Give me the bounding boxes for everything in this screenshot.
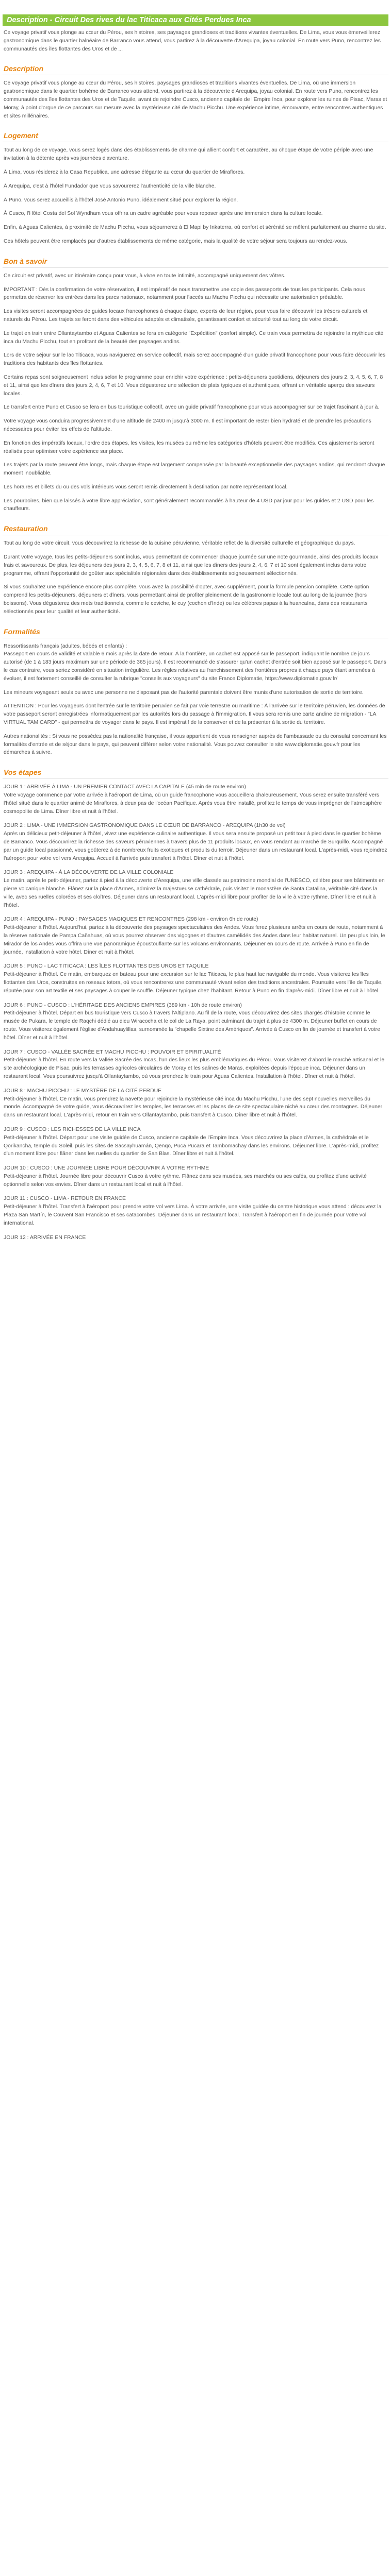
itinerary-day [4, 1126, 387, 1158]
day-title: JOUR 9 : CUSCO : LES RICHESSES DE LA VILLE INCA [4, 1126, 141, 1132]
itinerary-day [4, 1164, 387, 1189]
day-description: Le matin, après le petit-déjeuner, partez à pied à la découverte d'Arequipa, une ville classée au patrimoine mondial de l'UNESCO, célèbre pour ses bâtiments en pierre volcanique blanche. Flânez sur la place d'Armes, admirez la majestueuse cathédrale, puis visitez le monastère de Santa Catalina, véritable cité dans la ville, avec ses ruelles colorées et ses cloîtres. Déjeuner dans un restaurant local. L'après-midi libre pour profiter de la ville à votre rythme. Dîner libre et nuit à l'hôtel. [4, 878, 385, 908]
section-formalites [3, 626, 388, 757]
day-description: Petit-déjeuner à l'hôtel. Ce matin, embarquez en bateau pour une excursion sur le lac Titicaca, le plus haut lac navigable du monde. Vous visiterez les îles flottantes des Uros, construites en roseaux totora, où vous rencontrerez une communauté vivant selon des traditions ancestrales. Poursuite vers l'île de Taquile, réputée pour son art textile et ses paysages à couper le souffle. Déjeuner typique chez l'habitant. Retour à Puno en fin d'après-midi. Dîner libre et nuit à l'hôtel. [4, 972, 383, 994]
paragraph: À Cusco, l'Hôtel Costa del Sol Wyndham vous offrira un cadre agréable pour vous reposer après une immersion dans la culture locale. [4, 211, 323, 217]
section-title: Formalités [4, 627, 40, 636]
paragraph: En fonction des impératifs locaux, l'ordre des étapes, les visites, les musées ou même les catégories d'hôtels peuvent être modifiés. Ces ajustements seront réalisés pour optimiser votre expérience sur place. [4, 440, 374, 454]
itinerary-day [4, 869, 387, 909]
paragraph: ATTENTION : Pour les voyageurs dont l'entrée sur le territoire peruvien se fait par voie terrestre ou maritime : À l'arrivée sur le territoire péruvien, les données de votre passeport seront enregistrées informatiquement par les autorités lors du passage à l'immigration. Il vous sera remis une carte andine de migration - "LA VIRTUAL TAM CARD" - qui permettra de voyager dans le pays. Il est impératif de la conserver et de la présenter à la sortie du territoire. [4, 703, 385, 726]
section-divider [3, 267, 388, 268]
paragraph: Enfin, à Aguas Calientes, à proximité de Machu Picchu, vous séjournerez à El Mapi by Inkaterra, où confort et sérénité se mêlent parfaitement au charme du site. [4, 225, 386, 231]
day-title: JOUR 3 : AREQUIPA - À LA DÉCOUVERTE DE LA VILLE COLONIALE [4, 870, 174, 876]
page [3, 0, 388, 1242]
paragraph: Les horaires et billets du ou des vols intérieurs vous seront remis directement à destination par notre représentant local. [4, 484, 288, 490]
paragraph: Votre voyage vous conduira progressivement d'une altitude de 2400 m jusqu'à 3000 m. Il est important de rester bien hydraté et de prendre les précautions nécessaires pour éviter les effets de l'altitude. [4, 418, 371, 432]
day-title: JOUR 5 : PUNO - LAC TITICACA : LES ÎLES FLOTTANTES DES UROS ET TAQUILE [4, 963, 209, 970]
day-description: Petit-déjeuner à l'hôtel. Transfert à l'aéroport pour prendre votre vol vers Lima. À votre arrivée, une visite guidée du centre historique vous attend : découvrez la Plaza San Martín, le Couvent San Francisco et ses catacombes. Déjeuner dans un restaurant local. Transfert à l'aéroport en fin de journée pour votre vol international. [4, 1204, 382, 1226]
paragraph: Ces hôtels peuvent être remplacés par d'autres établissements de même catégorie, mais la qualité de votre séjour sera toujours au rendez-vous. [4, 238, 348, 244]
paragraph: Tout au long de votre circuit, vous découvrirez la richesse de la cuisine péruvienne, véritable reflet de la diversité culturelle et géographique du pays. [4, 540, 355, 547]
day-title: JOUR 12 : ARRIVÉE EN FRANCE [4, 1234, 86, 1241]
section-body [3, 642, 388, 757]
section-body [3, 146, 388, 245]
paragraph: Le trajet en train entre Ollantaytambo et Aguas Calientes se fera en catégorie "Expédition" (confort simple). Ce train vous permettra de rejoindre la mythique cité inca du Machu Picchu, tout en profitant de la beauté des paysages andins. [4, 330, 384, 345]
page-title: Description - Circuit Des rives du lac Titicaca aux Cités Perdues Inca [3, 14, 388, 26]
paragraph: Certains repas sont soigneusement inclus selon le programme pour enrichir votre expérience : petits-déjeuners quotidiens, déjeuners des jours 2, 3, 4, 5, 6, 7, 8 et 11, ainsi que les dîners des jours 2, 4, 6, 7 et 10. Vous dégusterez une sélection de plats typiques et authentiques, offrant un véritable aperçu des saveurs locales. [4, 374, 383, 397]
paragraph: Durant votre voyage, tous les petits-déjeuners sont inclus, vous permettant de commencer chaque journée sur une note gourmande, ainsi des produits locaux frais et savoureux. De plus, les déjeuners des jours 2, 3, 4, 5, 6, 7, 8 et 11, ainsi que les dîners des jours 2, 4, 6, 7 et 10 sont également inclus dans votre programme, offrant l'opportunité de goûter aux spécialités régionales dans des établissements soigneusement sélectionnés. [4, 554, 379, 577]
itinerary-day [4, 822, 387, 862]
day-title: JOUR 6 : PUNO - CUSCO : L'HÉRITAGE DES ANCIENS EMPIRES (389 km - 10h de route environ) [4, 1002, 242, 1008]
section-body [3, 79, 388, 120]
section-title: Logement [4, 131, 38, 140]
paragraph: Ce circuit est privatif, avec un itinéraire conçu pour vous, à vivre en toute intimité, accompagné uniquement des vôtres. [4, 273, 286, 279]
day-title: JOUR 4 : AREQUIPA - PUNO : PAYSAGES MAGIQUES ET RENCONTRES (298 km - environ 6h de route) [4, 917, 258, 923]
paragraph: Les mineurs voyageant seuls ou avec une personne ne disposant pas de l'autorité parentale doivent être munis d'une autorisation de sortie de territoire. [4, 689, 364, 696]
day-title: JOUR 1 : ARRIVÉE À LIMA - UN PREMIER CONTACT AVEC LA CAPITALE (45 min de route environ) [4, 784, 246, 790]
section-divider [3, 778, 388, 779]
itinerary-day [4, 1195, 387, 1227]
section-title: Description [4, 64, 44, 73]
itinerary-day [4, 783, 387, 816]
paragraph: Les trajets par la route peuvent être longs, mais chaque étape est largement compensée par la beauté exceptionnelle des paysages andins, qui rendront chaque moment inoubliable. [4, 462, 385, 477]
day-description: Votre voyage commence par votre arrivée à l'aéroport de Lima, où un guide francophone vous accueillera chaleureusement. Vous serez ensuite transféré vers l'hôtel situé dans le quartier animé de Miraflores, à deux pas de l'océan Pacifique. Après vous être installé, profitez le temps de vous imprégner de l'atmosphère cosmopolite de Lima. Dîner libre et nuit à l'hôtel. [4, 792, 382, 815]
section-body [3, 272, 388, 514]
itinerary-day [4, 962, 387, 995]
section-title: Vos étapes [4, 768, 42, 777]
paragraph: IMPORTANT : Dès la confirmation de votre réservation, il est impératif de nous transmettre une copie des passeports de tous les participants. Cela nous permettra de réserver les entrées dans les parcs nationaux, notamment pour l'accès au Machu Picchu qui nécessite une autorisation préalable. [4, 286, 365, 301]
paragraph: À Puno, vous serez accueillis à l'hôtel José Antonio Puno, idéalement situé pour explorer la région. [4, 197, 238, 203]
paragraph: Les visites seront accompagnées de guides locaux francophones à chaque étape, experts de leur région, pour vous faire découvrir les trésors culturels et naturels du Pérou. Les trajets se feront dans des véhicules adaptés et climatisés, garantissant confort et sécurité tout au long de votre circuit. [4, 309, 368, 323]
section-description [3, 63, 388, 120]
day-description: Petit-déjeuner à l'hôtel. Ce matin, vous prendrez la navette pour rejoindre la mystérieuse cité inca du Machu Picchu, l'une des sept nouvelles merveilles du monde. Accompagné de votre guide, vous découvrirez les temples, les terrasses et les places de ce site spectaculaire niché au cœur des montagnes. Déjeuner dans un restaurant local. L'après-midi, retour en train vers Ollantaytambo, puis transfert à Cusco. Dîner libre et nuit à l'hôtel. [4, 1096, 383, 1118]
intro-paragraph: Ce voyage privatif vous plonge au cœur du Pérou, ses histoires, ses paysages grandioses et traditions vivantes éventuelles. De Lima, vous vous émerveillerez gastronomique dans le quartier balnéaire de Barranco vous attend, vous partirez à la découverte d'Arequipa, joyau colonial. En route vers Puno, rencontrez les communautés des îles flottantes des Uros et de ... [4, 30, 381, 52]
section-restauration [3, 523, 388, 616]
day-description: Petit-déjeuner à l'hôtel. Départ en bus touristique vers Cusco à travers l'Altiplano. Au fil de la route, vous découvrirez des sites chargés d'histoire comme le musée de Pukara, le temple de Raqchi dédié au dieu Wiracocha et le col de La Raya, point culminant du trajet à plus de 4300 m. Déjeuner buffet en cours de route. Vous visiterez également l'église d'Andahuaylillas, surnommée la "chapelle Sixtine des Amériques". Arrivée à Cusco en fin de journée et transfert à votre hôtel. Dîner et nuit à l'hôtel. [4, 1010, 380, 1041]
paragraph: Les pourboires, bien que laissés à votre libre appréciation, sont généralement recommandés à hauteur de 4 USD par jour pour les guides et 2 USD pour les chauffeurs. [4, 498, 374, 512]
paragraph: Lors de votre séjour sur le lac Titicaca, vous naviguerez en service collectif, mais serez accompagné d'un guide privatif francophone pour vous faire découvrir les traditions des habitants des îles flottantes. [4, 352, 386, 367]
day-description: Petit-déjeuner à l'hôtel. Aujourd'hui, partez à la découverte des paysages spectaculaires des Andes. Vous ferez plusieurs arrêts en cours de route, notamment à la réserve nationale de Pampa Cañahuas, où vous pourrez observer des vigognes et d'autres camélidés des Andes dans leur habitat naturel. Un peu plus loin, le Mirador de los Andes vous offrira une vue panoramique époustouflante sur les volcans environnants. Déjeuner en cours de route. Arrivée à Puno en fin de journée, installation à votre hôtel. Dîner et nuit à l'hôtel. [4, 925, 385, 955]
day-title: JOUR 10 : CUSCO : UNE JOURNÉE LIBRE POUR DÉCOUVRIR À VOTRE RYTHME [4, 1165, 209, 1172]
itinerary-day [4, 1002, 387, 1042]
paragraph: Ce voyage privatif vous plonge au cœur du Pérou, ses histoires, paysages grandioses et traditions vivantes éventuelles. De Lima, où une immersion gastronomique dans le quartier bohème de Barranco vous attend, vous partirez à la découverte d'Arequipa, joyau colonial. En route vers Puno, rencontrez les communautés des îles flottantes des Uros et de Taquile, avant de rejoindre Cusco, ancienne capitale de l'Empire Inca, pour explorer les ruines de Pisac, Maras et Moray, à point d'orgue de ce parcours sur mesure avec la mystérieuse cité de Machu Picchu. Une expérience intime, émouvante, entre rencontres authentiques et sites millénaires. [4, 80, 387, 119]
paragraph: À Lima, vous résiderez à la Casa Republica, une adresse élégante au cœur du quartier de Miraflores. [4, 169, 245, 175]
day-title: JOUR 2 : LIMA - UNE IMMERSION GASTRONOMIQUE DANS LE CŒUR DE BARRANCO - AREQUIPA (1h30 de vol) [4, 823, 286, 829]
paragraph: Si vous souhaitez une expérience encore plus complète, vous avez la possibilité d'opter, avec supplément, pour la formule pension complète. Cette option comprend les petits-déjeuners, déjeuners et dîners, vous permettant ainsi de profiter pleinement de la gastronomie locale tout au long de la journée (hors boissons). Vous dégusterez des mets traditionnels, comme le ceviche, le cuy (cochon d'Inde) ou les célèbres papas à la huancaína, dans des restaurants sélectionnés pour leur qualité et leur authenticité. [4, 584, 369, 615]
section-title: Bon à savoir [4, 257, 47, 265]
day-title: JOUR 8 : MACHU PICCHU : LE MYSTÈRE DE LA CITÉ PERDUE [4, 1088, 162, 1094]
day-title: JOUR 11 : CUSCO - LIMA - RETOUR EN FRANCE [4, 1196, 126, 1202]
day-description: Petit-déjeuner à l'hôtel. Départ pour une visite guidée de Cusco, ancienne capitale de l'Empire Inca. Vous découvrirez la place d'Armes, la cathédrale et le Qorikancha, temple du Soleil, puis les sites de Sacsayhuamán, Qenqo, Puca Pucara et Tambomachay dans les environs. Déjeuner libre. L'après-midi, profitez d'un moment libre pour flâner dans les ruelles du quartier de San Blas. Dîner libre et nuit à l'hôtel. [4, 1134, 379, 1157]
intro-text [3, 29, 388, 53]
day-description: Petit-déjeuner à l'hôtel. En route vers la Vallée Sacrée des Incas, l'un des lieux les plus emblématiques du Pérou. Vous visiterez d'abord le marché artisanal et le site archéologique de Pisac, puis les terrasses agricoles circulaires de Moray et les salines de Maras, exploitées depuis l'époque inca. Déjeuner dans un restaurant local. Vous poursuivrez jusqu'à Ollantaytambo, où vous prendrez le train pour Aguas Calientes. Installation à l'hôtel. Dîner et nuit à l'hôtel. [4, 1057, 385, 1079]
section-body [3, 539, 388, 616]
section-bon-a-savoir [3, 256, 388, 514]
itinerary-day [4, 1087, 387, 1120]
itinerary-day [4, 1048, 387, 1081]
day-title: JOUR 7 : CUSCO - VALLÉE SACRÉE ET MACHU PICCHU : POUVOIR ET SPIRITUALITÉ [4, 1049, 221, 1055]
itinerary-day [4, 1234, 387, 1242]
itinerary-day [4, 916, 387, 956]
paragraph: À Arequipa, c'est à l'hôtel Fundador que vous savourerez l'authenticité de la ville blanche. [4, 183, 216, 189]
paragraph: Autres nationalités : Si vous ne possédez pas la nationalité française, il vous appartient de vous renseigner auprès de l'ambassade ou du consulat concernant les formalités d'entrée et de séjour dans le pays, qui peuvent différer selon votre nationalité. Vous pouvez consulter le site www.diplomatie.gouv.fr pour les démarches à suivre. [4, 733, 387, 756]
section-title: Restauration [4, 524, 48, 533]
section-vos-etapes [3, 767, 388, 1242]
itinerary-days [3, 783, 388, 1242]
paragraph: Ressortissants français (adultes, bébés et enfants) : Passeport en cours de validité et valable 6 mois après la date de retour. À la frontière, un cachet est apposé sur le passeport, indiquant le nombre de jours autorisé (de 1 à 183 jours maximum sur une période de 365 jours). Il est recommandé de s'assurer qu'un cachet d'entrée soit bien apposé sur le passeport. Dans le cas contraire, vous seriez considéré en situation irrégulière. Les règles relatives au franchissement des frontières propres à chaque pays étant amenées à évoluer, il est fortement conseillé de consulter la rubrique "conseils aux voyageurs" du site France Diplomatie, https://www.diplomatie.gouv.fr/ [4, 643, 386, 682]
section-logement [3, 130, 388, 245]
paragraph: Tout au long de ce voyage, vous serez logés dans des établissements de charme qui allient confort et caractère, au choque étape de votre périple avec une invitation à la détente après vos journées d'aventure. [4, 147, 373, 162]
paragraph: Le transfert entre Puno et Cusco se fera en bus touristique collectif, avec un guide privatif francophone pour vous accompagner sur ce trajet fascinant à jour à. [4, 404, 380, 411]
day-description: Petit-déjeuner à l'hôtel. Journée libre pour découvrir Cusco à votre rythme. Flânez dans ses musées, ses marchés ou ses cafés, ou profitez d'une activité optionnelle selon vos envies. Dîner dans un restaurant local et nuit à l'hôtel. [4, 1173, 367, 1188]
day-description: Après un délicieux petit-déjeuner à l'hôtel, vivez une expérience culinaire authentique. Il vous sera ensuite proposé un petit tour à pied dans le quartier bohème de Barranco. Vous découvrirez la richesse des saveurs péruviennes à travers plus de 11 produits locaux, en vous rendant au marché de Surquillo. Accompagné par un guide local passionné, vous goûterez à de nombreux fruits exotiques et produits du terroir. Déjeuner dans un restaurant local. L'après-midi, vous rejoindrez l'aéroport pour votre vol vers Arequipa. Accueil à l'arrivée puis transfert à l'hôtel. Dîner et nuit à l'hôtel. [4, 831, 387, 861]
